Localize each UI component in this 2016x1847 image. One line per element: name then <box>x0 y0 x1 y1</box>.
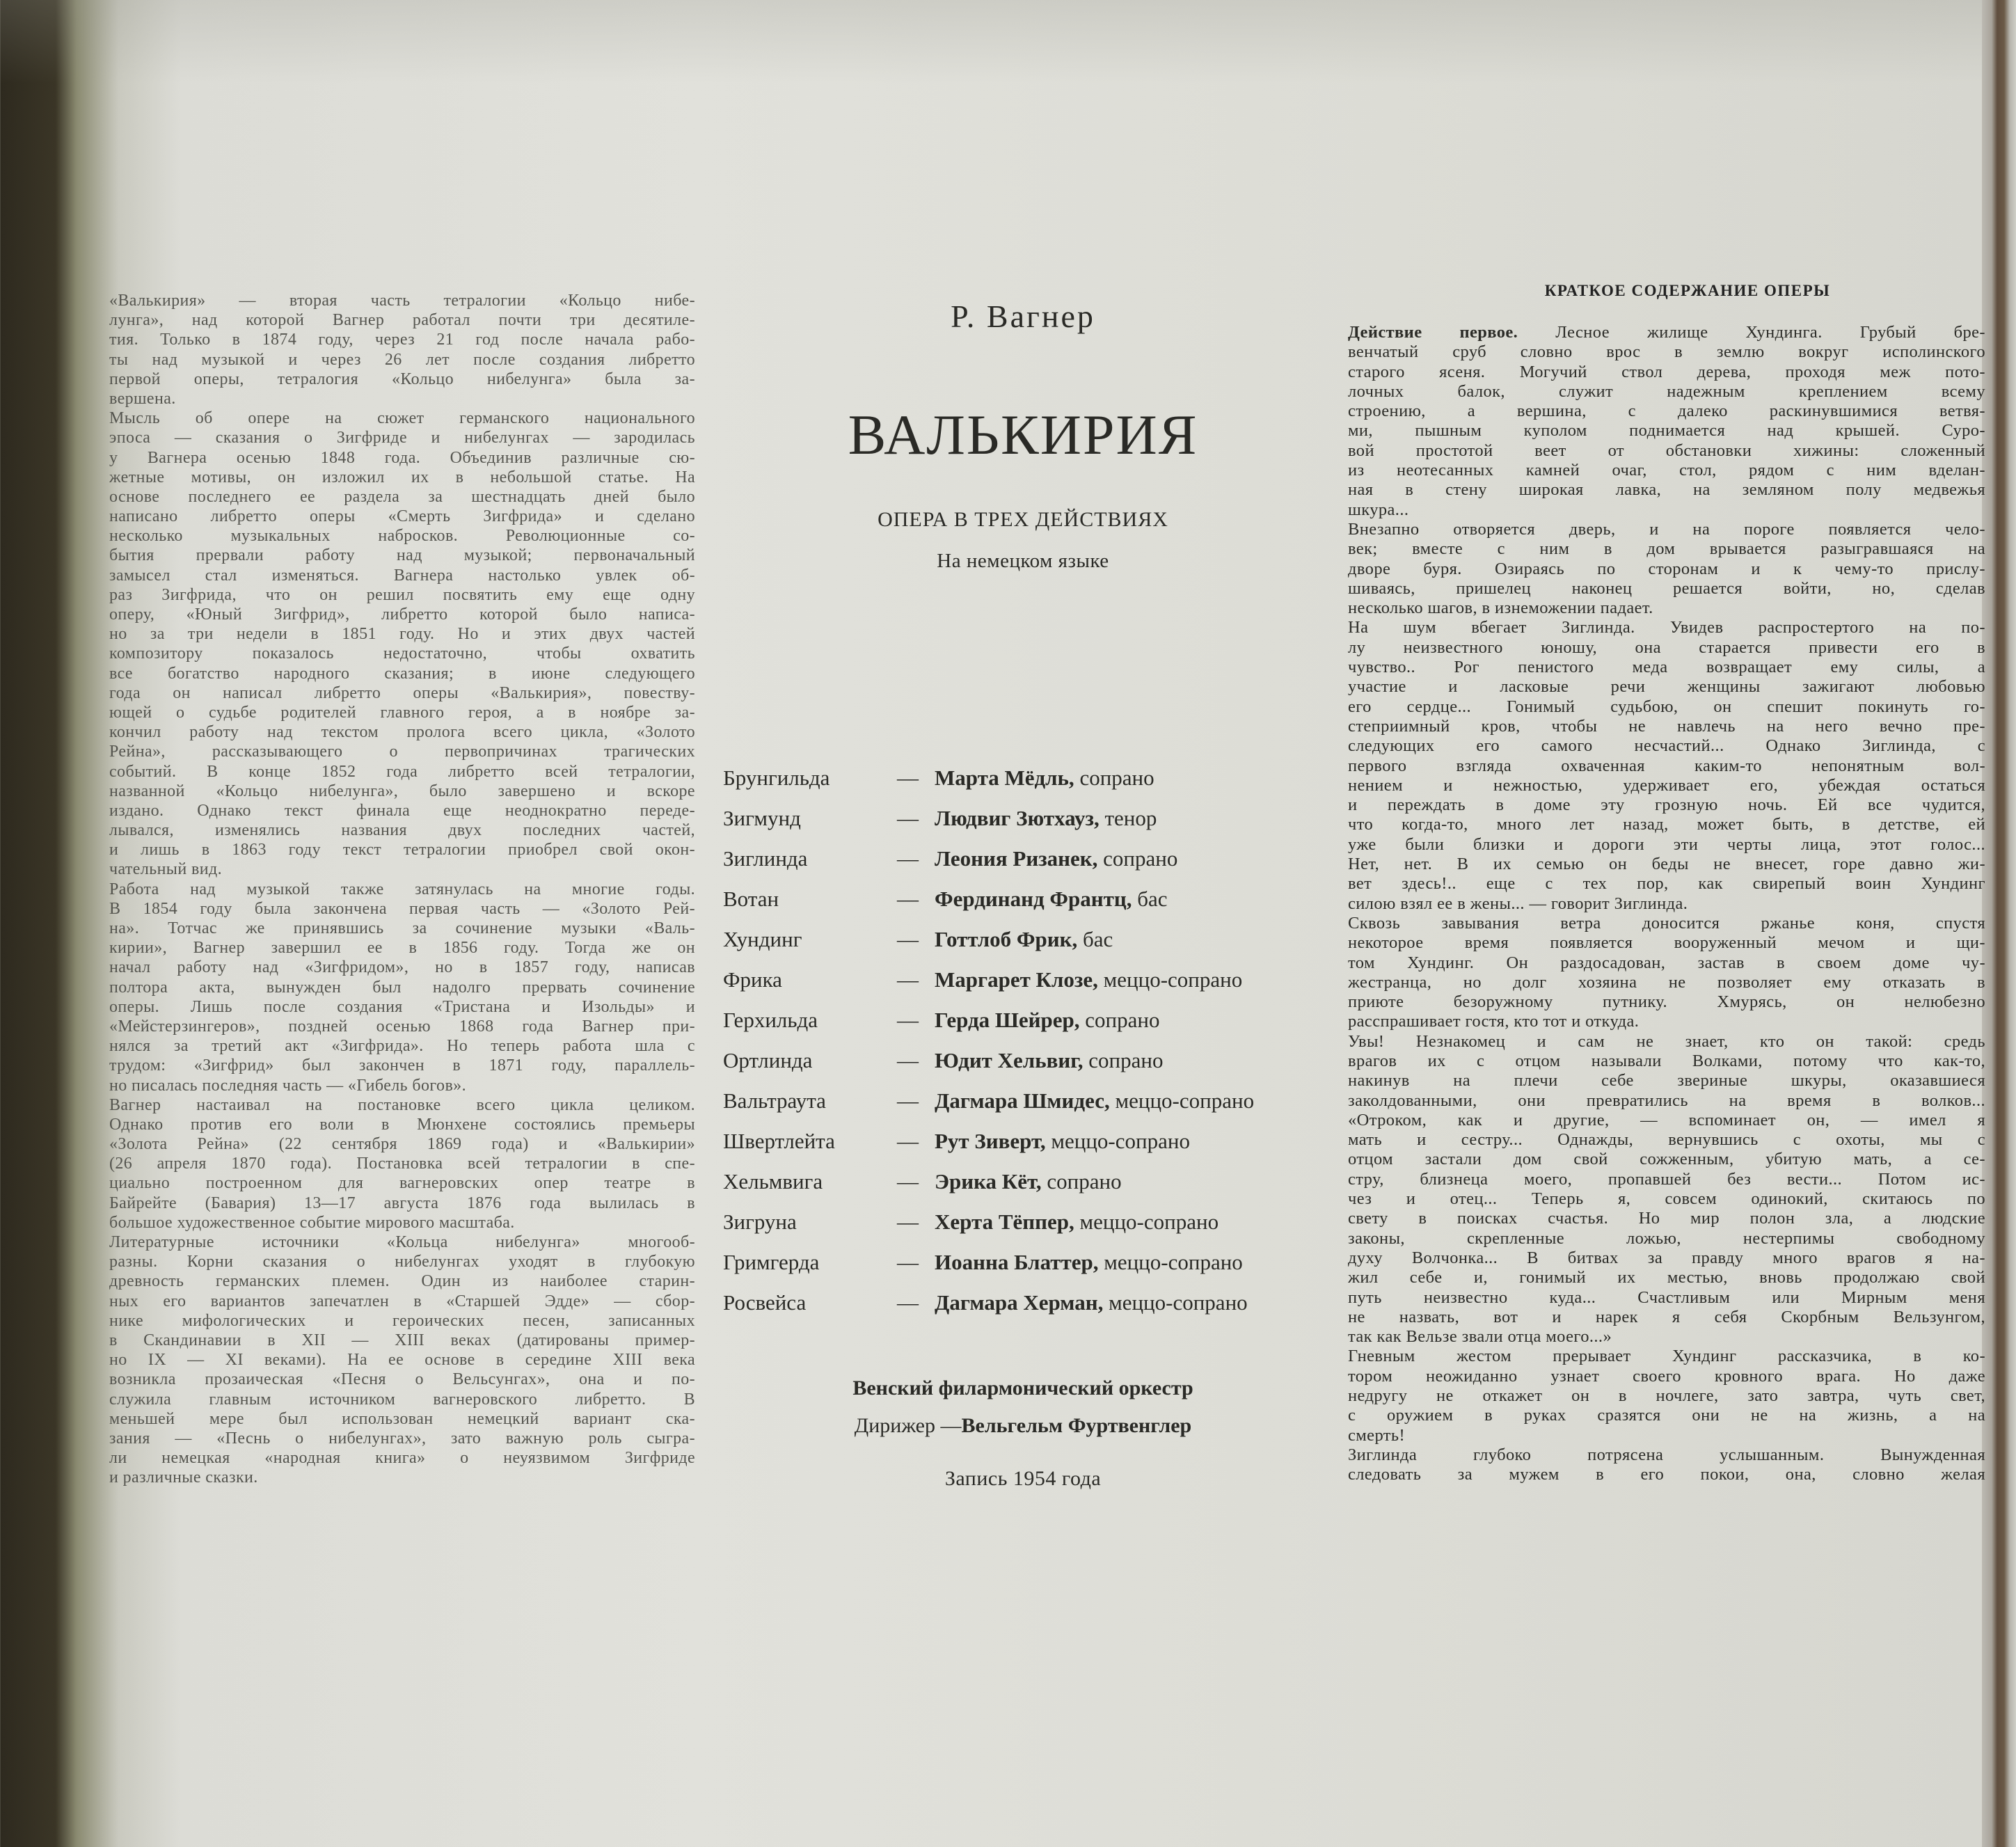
text-line: событий. В конце 1852 года либретто всей тетралогии, <box>109 762 695 781</box>
paragraph <box>109 1232 695 1487</box>
role-name: Вальтраута <box>723 1088 826 1113</box>
paragraph <box>1348 1445 1985 1485</box>
text-line: чательный вид. <box>109 860 222 879</box>
singer-name: Дагмара Шмидес, <box>935 1088 1110 1113</box>
text-line: ная в стену широкая лавка, на земляном полу медвежья <box>1348 480 1985 500</box>
text-line: накинув на плечи себе звериные шкуры, оказавшиеся <box>1348 1071 1985 1091</box>
role-name: Хундинг <box>723 927 802 951</box>
text-line: и переждать в доме эту грозную ночь. Ей все чудится, <box>1348 795 1985 815</box>
history-column <box>109 291 695 1487</box>
text-line: Гневным жестом прерывает Хундинг рассказчика, в ко- <box>1348 1347 1985 1366</box>
text-line: но IX — XI веками). На ее основе в середине XIII века <box>109 1351 695 1370</box>
text-line: Однако против его воли в Мюнхене состоялись премьеры <box>109 1115 695 1134</box>
voice-type: меццо-сопрано <box>1103 967 1243 992</box>
dash: — <box>897 1290 919 1315</box>
dash: — <box>897 1169 919 1194</box>
text-line: участие и ласковые речи женщины зажигают любовью <box>1348 677 1985 697</box>
voice-type: бас <box>1083 927 1113 951</box>
voice-type: тенор <box>1104 806 1157 830</box>
text-line: Сквозь завывания ветра доносится ржанье коня, спустя <box>1348 913 1985 933</box>
dash: — <box>897 1088 919 1113</box>
text-line: шиваясь, пришелец наконец решается войти, но, сделав <box>1348 578 1985 598</box>
voice-type: меццо-сопрано <box>1109 1290 1248 1315</box>
voice-type: сопрано <box>1079 766 1154 790</box>
text-line: основе последнего ее раздела за шестнадцать дней было <box>109 487 695 506</box>
text-line: древность германских племен. Один из наиболее старин- <box>109 1272 695 1291</box>
text-line: ми, пышным куполом поднимается над крышей. Суро- <box>1348 421 1985 441</box>
dash: — <box>897 846 919 871</box>
text-line: но за три недели в 1851 году. Но и этих двух частей <box>109 625 695 644</box>
text-line: первого взгляда охваченная каким-то непонятным вол- <box>1348 756 1985 775</box>
singer-name: Маргарет Клозе, <box>935 967 1098 992</box>
text-line: зания — «Песнь о нибелунгах», зато важную роль сыгра- <box>109 1429 695 1448</box>
text-line: недругу не откажет он в ночлеге, зато завтра, чуть свет, <box>1348 1386 1985 1406</box>
text-line: Литературные источники «Кольца нибелунга» многооб- <box>109 1233 695 1251</box>
dash: — <box>897 806 919 830</box>
text-line: оперу, «Юный Зигфрид», либретто которой было написа- <box>109 605 695 624</box>
dash: — <box>897 967 919 992</box>
text-line: В 1854 году была закончена первая часть — «Золото Рей- <box>109 899 695 918</box>
text-line: Вагнер настаивал на постановке всего цикла целиком. <box>109 1095 695 1114</box>
singer-name: Иоанна Блаттер, <box>935 1250 1099 1274</box>
voice-type: сопрано <box>1088 1048 1164 1072</box>
text-line: лу неизвестного юношу, она старается привести его в <box>1348 637 1985 657</box>
text-line: Зиглинда глубоко потрясена услышанным. Вынужденная <box>1348 1445 1985 1464</box>
paragraph <box>1348 323 1985 520</box>
text-line: заколдованными, они превратились на время в волков... <box>1348 1091 1985 1110</box>
text-line: тия. Только в 1874 году, через 21 год после начала рабо- <box>109 331 695 349</box>
text-line: разны. Корни сказания о нибелунгах уходят в глубокую <box>109 1253 695 1271</box>
act-heading: Действие первое. <box>1348 323 1518 342</box>
text-line: написано либретто оперы «Смерть Зигфрида» и сделано <box>109 507 695 526</box>
voice-type: сопрано <box>1085 1008 1160 1032</box>
text-line: большое художественное событие мирового масштаба. <box>109 1213 515 1232</box>
text-line: Работа над музыкой также затянулась на многие годы. <box>109 880 695 898</box>
text-line: ющей о судьбе родителей главного героя, а в ноябре за- <box>109 703 695 722</box>
conductor-label: Дирижер — <box>854 1414 962 1437</box>
voice-type: меццо-сопрано <box>1051 1129 1190 1153</box>
opera-title: ВАЛЬКИРИЯ <box>848 403 1198 466</box>
voice-type: сопрано <box>1047 1169 1122 1194</box>
text-line: Мысль об опере на сюжет германского национального <box>109 409 695 428</box>
text-line: отцом застали дом свой сожженным, убитую мать, а се- <box>1348 1150 1985 1169</box>
paragraph <box>109 1095 695 1232</box>
conductor <box>765 1414 1280 1438</box>
text-line <box>1348 323 1985 342</box>
text-line: лочных балок, служит надежным креплением всему <box>1348 381 1985 401</box>
synopsis-heading: КРАТКОЕ СОДЕРЖАНИЕ ОПЕРЫ <box>1544 282 1831 299</box>
orchestra: Венский филармонический оркестр <box>852 1377 1193 1400</box>
text-line: том Хундинг. Он раздосадован, застав в своем доме чу- <box>1348 953 1985 972</box>
text-line: (26 апреля 1870 года). Постановка всей тетралогии в спе- <box>109 1155 695 1173</box>
page-shadow <box>0 0 2016 84</box>
dash: — <box>897 1210 919 1234</box>
text-line: меньшей мере был использован немецкий вариант ска- <box>109 1409 695 1428</box>
conductor-name: Вельгельм Фуртвенглер <box>961 1414 1192 1437</box>
voice-type: меццо-сопрано <box>1079 1210 1219 1234</box>
singer-name: Герда Шейрер, <box>935 1008 1080 1032</box>
role-name: Вотан <box>723 887 779 911</box>
text-line: так как Вельзе звали отца моего...» <box>1348 1327 1612 1347</box>
text-line: но писалась последняя часть — «Гибель богов». <box>109 1076 466 1095</box>
text-line: стру, близнеца моего, пропавшей без вести... Потом ис- <box>1348 1169 1985 1189</box>
text-line: уже были близки и дороги эти черты лица, этот голос... <box>1348 834 1985 854</box>
dash: — <box>897 1129 919 1153</box>
singer-name: Фердинанд Франтц, <box>935 887 1132 911</box>
role-name: Зиглинда <box>723 846 808 871</box>
text-line: нике мифологических и героических песен, записанных <box>109 1311 695 1330</box>
role-name: Ортлинда <box>723 1048 813 1072</box>
voice-type: сопрано <box>1103 846 1178 871</box>
paragraph <box>1348 618 1985 913</box>
singer-name: Дагмара Херман, <box>935 1290 1104 1315</box>
text-line: чез и отец... Теперь я, совсем одинокий, скитаюсь по <box>1348 1189 1985 1209</box>
text-line: несколько шагов, в изнеможении падает. <box>1348 599 1653 618</box>
text-line: силою взял ее в жены... — говорит Зиглинда. <box>1348 894 1688 913</box>
text-line: «Валькирия» — вторая часть тетралогии «Кольцо нибе- <box>109 292 695 310</box>
language-note: На немецком языке <box>937 550 1109 572</box>
role-name: Герхильда <box>723 1008 818 1032</box>
text-line: оперы. Лишь после создания «Тристана и Изольды» и <box>109 997 695 1016</box>
text-line: возникла прозаическая «Песня о Вельсунгах», она и по- <box>109 1370 695 1389</box>
text-line: и лишь в 1863 году текст тетралогии приобрел свой окон- <box>109 841 695 859</box>
text-line: у Вагнера осенью 1848 года. Объединив различные сю- <box>109 448 695 467</box>
line-text: Лесное жилище Хундинга. Грубый бре- <box>1518 323 1985 342</box>
text-line: года он написал либретто оперы «Валькирия», повеству- <box>109 683 695 702</box>
text-line: вершена. <box>109 389 176 408</box>
text-line: следовать за мужем в его покои, она, словно желая <box>1348 1465 1985 1484</box>
singer-name: Людвиг Зютхауз, <box>935 806 1100 830</box>
singer-name: Марта Мёдль, <box>935 766 1074 790</box>
paragraph <box>109 291 695 409</box>
text-line: венчатый сруб словно врос в землю вокруг исполинского <box>1348 342 1985 362</box>
paragraph <box>1348 520 1985 618</box>
dash: — <box>897 766 919 790</box>
text-line: эпоса — сказания о Зигфриде и нибелунгах — зародилась <box>109 429 695 447</box>
text-line: дворе буря. Озираясь по сторонам и к чему-то прислу- <box>1348 559 1985 578</box>
text-line: тором неожиданно узнает своего кровного врага. Но даже <box>1348 1366 1985 1386</box>
voice-type: меццо-сопрано <box>1104 1250 1243 1274</box>
text-line: На шум вбегает Зиглинда. Увидев распростертого на по- <box>1348 618 1985 637</box>
paragraph <box>1348 1032 1985 1347</box>
paragraph <box>109 409 695 880</box>
text-line: нялся за третий акт «Зигфрида». Но теперь работа шла с <box>109 1037 695 1056</box>
role-name: Фрика <box>723 967 782 992</box>
text-line: бытия прервали работу над музыкой; первоначальный <box>109 546 695 565</box>
text-line: циально построенном для вагнеровских опер театре в <box>109 1174 695 1193</box>
text-line: строению, а вершина, с далеко раскинувшимися ветвя- <box>1348 402 1985 421</box>
voice-type: меццо-сопрано <box>1115 1088 1255 1113</box>
text-line: полтора акта, вынужден был надолго прервать сочинение <box>109 978 695 997</box>
paragraph <box>1348 914 1985 1032</box>
paragraph <box>109 880 695 1095</box>
text-line: несколько музыкальных набросков. Революционные со- <box>109 527 695 546</box>
text-line: лывался, изменялись названия двух последних частей, <box>109 821 695 840</box>
dash: — <box>897 1250 919 1274</box>
dash: — <box>897 1048 919 1072</box>
text-line: «Отроком, как и другие, — вспоминает он, — имел я <box>1348 1110 1985 1129</box>
recording-year: Запись 1954 года <box>944 1467 1102 1490</box>
paragraph <box>1348 1347 1985 1445</box>
dash: — <box>897 1008 919 1032</box>
opera-subtitle: ОПЕРА В ТРЕХ ДЕЙСТВИЯХ <box>878 508 1168 531</box>
text-line: духу Волчонка... В битвах за правду много врагов я на- <box>1348 1248 1985 1267</box>
role-name: Гримгерда <box>723 1250 820 1274</box>
text-line: кирии», Вагнер завершил ее в 1856 году. Тогда же он <box>109 939 695 958</box>
text-line: вой простотой веет от обстановки хижины: сложенный <box>1348 441 1985 460</box>
text-line: трудом: «Зигфрид» был закончен в 1871 году, параллель- <box>109 1056 695 1075</box>
role-name: Хельмвига <box>723 1169 823 1194</box>
text-line: старого ясеня. Могучий ствол дерева, проходя меж пото- <box>1348 362 1985 381</box>
text-line: некоторое время появляется вооруженный мечом и щи- <box>1348 933 1985 953</box>
text-line: Рейна», рассказывающего о первопричинах трагических <box>109 743 695 761</box>
singer-name: Эрика Кёт, <box>935 1169 1042 1194</box>
role-name: Зигруна <box>723 1210 797 1234</box>
singer-name: Леония Ризанек, <box>935 846 1098 871</box>
text-line: в Скандинавии в XII — XIII веках (датированы пример- <box>109 1331 695 1349</box>
synopsis-column <box>1348 323 1985 1485</box>
text-line: свету в поисках счастья. Но мир полон зла, а людские <box>1348 1209 1985 1228</box>
text-line: Внезапно отворяется дверь, и на пороге появляется чело- <box>1348 519 1985 539</box>
text-line: следующих его самого несчастий... Однако Зиглинда, с <box>1348 736 1985 756</box>
text-line: жил себе и, гонимый их местью, вновь продолжаю свой <box>1348 1268 1985 1287</box>
text-line: путь неизвестно куда... Счастливым или Мирным меня <box>1348 1287 1985 1307</box>
text-line: кончил работу над текстом пролога всего цикла, «Золото <box>109 723 695 742</box>
text-line: и различные сказки. <box>109 1468 258 1487</box>
role-name: Росвейса <box>723 1290 807 1315</box>
text-line: жестранца, но долг хозяина не позволяет ему отказать в <box>1348 972 1985 992</box>
role-name: Швертлейта <box>723 1129 835 1153</box>
text-line: нением и нежностью, удерживает его, убеждая остаться <box>1348 775 1985 795</box>
text-line: врагов их с отцом называли Волками, потому что как-то, <box>1348 1051 1985 1070</box>
text-line: замысел стал изменяться. Вагнера настолько увлек об- <box>109 566 695 585</box>
text-line: жетные мотивы, он изложил их в небольшой статье. На <box>109 468 695 486</box>
text-line: мать и сестру... Однажды, вернувшись с охоты, мы с <box>1348 1130 1985 1150</box>
text-line: из неотесанных камней очаг, стол, рядом с ним вделан- <box>1348 461 1985 480</box>
text-line: служила главным источником вагнеровского либретто. В <box>109 1390 695 1409</box>
text-line: названной «Кольцо нибелунга», было завершено и вскоре <box>109 782 695 800</box>
text-line: начал работу над «Зигфридом», но в 1857 году, написав <box>109 958 695 977</box>
role-name: Брунгильда <box>723 766 830 790</box>
text-line: расспрашивает гостя, кто тот и откуда. <box>1348 1012 1640 1031</box>
dash: — <box>897 887 919 911</box>
text-line: Увы! Незнакомец и сам не знает, кто он такой: средь <box>1348 1031 1985 1051</box>
text-line: на». Тотчас же принявшись за сочинение музыки «Валь- <box>109 919 695 937</box>
text-line: его сердце... Гонимый судьбою, он спешит покинуть го- <box>1348 697 1985 716</box>
text-line: композитору показалось недостаточно, чтобы охватить <box>109 644 695 663</box>
text-line: степриимный кров, чтобы не навлечь на него вечно пре- <box>1348 716 1985 736</box>
text-line: век; вместе с ним в дом врывается разыгравшаяся на <box>1348 539 1985 559</box>
text-line: что когда-то, много лет назад, может быть, в детстве, ей <box>1348 815 1985 834</box>
singer-name: Херта Тёппер, <box>935 1210 1074 1234</box>
composer: Р. Вагнер <box>951 299 1095 334</box>
text-line: смерть! <box>1348 1425 1406 1445</box>
text-line: шкура... <box>1348 500 1409 519</box>
text-line: первой оперы, тетралогия «Кольцо нибелунга» была за- <box>109 370 695 388</box>
voice-type: бас <box>1137 887 1168 911</box>
text-line: Нет, нет. В их семью он беды не внесет, горе давно жи- <box>1348 855 1985 874</box>
text-line: лунга», над которой Вагнер работал почти три десятиле- <box>109 311 695 330</box>
text-line: с оружием в руках сразятся они не на жизнь, а на <box>1348 1406 1985 1425</box>
text-line: издано. Однако текст финала еще неоднократно переде- <box>109 801 695 820</box>
text-line: Байрейте (Бавария) 13—17 августа 1876 года вылилась в <box>109 1194 695 1212</box>
text-line: вет здесь!.. еще с тех пор, как свирепый воин Хундинг <box>1348 874 1985 894</box>
singer-name: Юдит Хельвиг, <box>935 1048 1084 1072</box>
text-line: ли немецкая «народная книга» о неуязвимом Зигфриде <box>109 1449 695 1468</box>
singer-name: Рут Зиверт, <box>935 1129 1046 1153</box>
text-line: чувство.. Рог пенистого меда возвращает ему силы, а <box>1348 658 1985 677</box>
text-line: «Золота Рейна» (22 сентября 1869 года) и «Валькирии» <box>109 1135 695 1154</box>
text-line: ных его вариантов запечатлен в «Старшей Эдде» — сбор- <box>109 1292 695 1310</box>
text-line: все богатство народного сказания; в июне следующего <box>109 664 695 683</box>
text-line: раз Зигфрида, что он решил посвятить ему еще одну <box>109 585 695 604</box>
dash: — <box>897 927 919 951</box>
singer-name: Готтлоб Фрик, <box>935 927 1078 951</box>
text-line: не назвать, вот и нарек я себя Скорбным Вельзунгом, <box>1348 1307 1985 1326</box>
text-line: ты над музыкой и через 26 лет после создания либретто <box>109 350 695 369</box>
text-line: «Мейстерзингеров», поздней осенью 1868 года Вагнер при- <box>109 1017 695 1036</box>
role-name: Зигмунд <box>723 806 801 830</box>
text-line: законы, скрепленные ложью, нестерпимы свободному <box>1348 1228 1985 1248</box>
page-fold <box>1982 0 2016 1847</box>
text-line: приюте безоружному путнику. Хмурясь, он нелюбезно <box>1348 992 1985 1012</box>
